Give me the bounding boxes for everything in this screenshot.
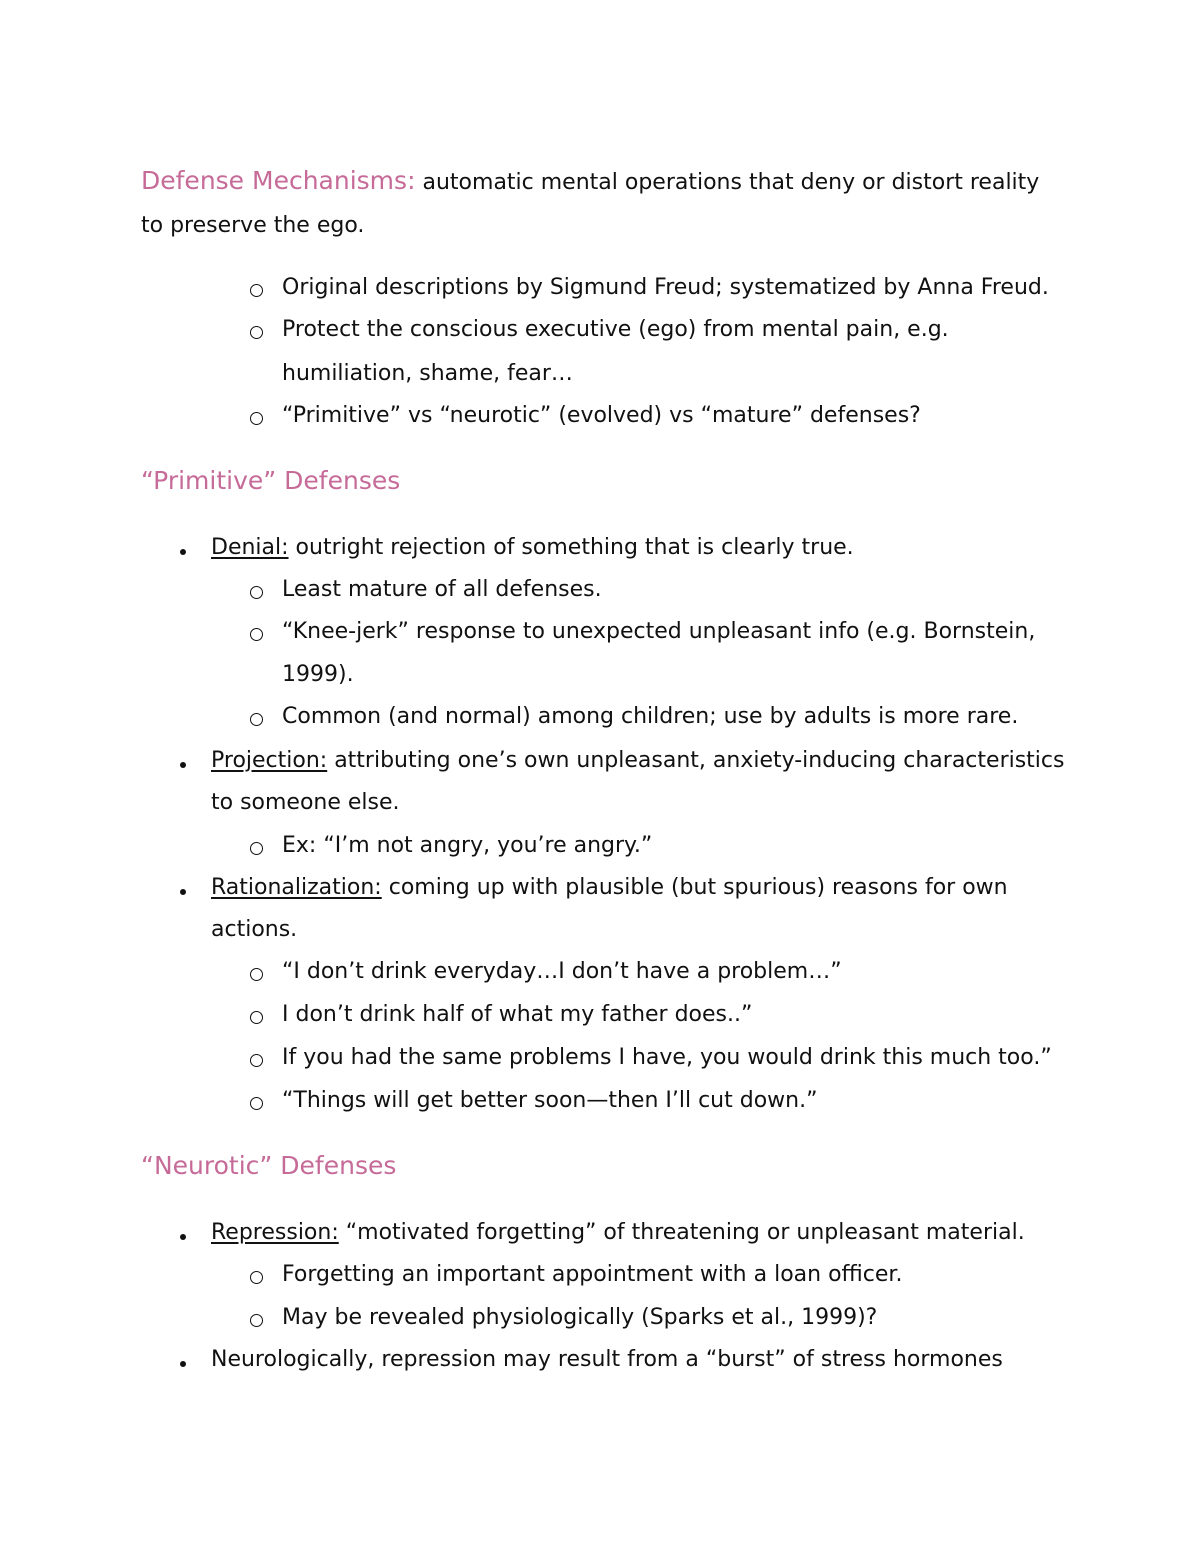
denial-text: outright rejection of something that is clearly true. — [295, 535, 854, 560]
repression-sub-2: May be revealed physiologically (Sparks et al., 1999)? — [282, 1305, 878, 1330]
dot-bullet-icon — [180, 889, 186, 895]
rationalization-term: Rationalization: — [211, 875, 382, 900]
denial-sub-3: Common (and normal) among children; use by adults is more rare. — [282, 704, 1019, 729]
dot-bullet-icon — [180, 762, 186, 768]
repression-sub-1: Forgetting an important appointment with a loan officer. — [282, 1262, 903, 1287]
neurotic-heading: “Neurotic” Defenses — [141, 1151, 397, 1180]
rationalization-item — [211, 873, 1008, 903]
projection-item — [211, 746, 1064, 776]
denial-item — [211, 533, 854, 563]
denial-term: Denial: — [211, 535, 289, 560]
circle-bullet-icon — [250, 713, 263, 726]
intro-definition: automatic mental operations that deny or distort reality — [422, 170, 1040, 195]
circle-bullet-icon — [250, 1097, 263, 1110]
circle-bullet-icon — [250, 842, 263, 855]
circle-bullet-icon — [250, 326, 263, 339]
circle-bullet-icon — [250, 412, 263, 425]
circle-bullet-icon — [250, 628, 263, 641]
intro-line-2: to preserve the ego. — [141, 213, 365, 238]
denial-sub-2: “Knee-jerk” response to unexpected unpleasant info (e.g. Bornstein, — [282, 619, 1036, 644]
intro-sub-2: Protect the conscious executive (ego) from mental pain, e.g. — [282, 317, 949, 342]
intro-sub-3: “Primitive” vs “neurotic” (evolved) vs “mature” defenses? — [282, 403, 921, 428]
dot-bullet-icon — [180, 549, 186, 555]
rationalization-sub-3: If you had the same problems I have, you would drink this much too.” — [282, 1045, 1052, 1070]
projection-sub-1: Ex: “I’m not angry, you’re angry.” — [282, 833, 653, 858]
denial-sub-2-cont: 1999). — [282, 662, 354, 687]
primitive-heading: “Primitive” Defenses — [141, 466, 401, 495]
circle-bullet-icon — [250, 968, 263, 981]
circle-bullet-icon — [250, 1054, 263, 1067]
neurologically-item: Neurologically, repression may result from a “burst” of stress hormones — [211, 1347, 1003, 1372]
rationalization-sub-1: “I don’t drink everyday…I don’t have a problem…” — [282, 959, 842, 984]
rationalization-text: coming up with plausible (but spurious) reasons for own — [388, 875, 1008, 900]
repression-term: Repression: — [211, 1220, 339, 1245]
circle-bullet-icon — [250, 1314, 263, 1327]
projection-text: attributing one’s own unpleasant, anxiety-inducing characteristics — [334, 748, 1065, 773]
circle-bullet-icon — [250, 586, 263, 599]
denial-sub-1: Least mature of all defenses. — [282, 577, 602, 602]
intro-term: Defense Mechanisms: — [141, 166, 416, 195]
rationalization-sub-4: “Things will get better soon—then I’ll cut down.” — [282, 1088, 818, 1113]
projection-cont: to someone else. — [211, 790, 400, 815]
circle-bullet-icon — [250, 284, 263, 297]
repression-text: “motivated forgetting” of threatening or unpleasant material. — [345, 1220, 1025, 1245]
circle-bullet-icon — [250, 1271, 263, 1284]
projection-term: Projection: — [211, 748, 328, 773]
intro-sub-2-cont: humiliation, shame, fear… — [282, 361, 573, 386]
circle-bullet-icon — [250, 1011, 263, 1024]
dot-bullet-icon — [180, 1361, 186, 1367]
rationalization-sub-2: I don’t drink half of what my father does..” — [282, 1002, 753, 1027]
rationalization-cont: actions. — [211, 917, 298, 942]
intro-sub-1: Original descriptions by Sigmund Freud; systematized by Anna Freud. — [282, 275, 1049, 300]
repression-item — [211, 1218, 1025, 1248]
intro-line-1 — [141, 166, 1039, 198]
dot-bullet-icon — [180, 1234, 186, 1240]
